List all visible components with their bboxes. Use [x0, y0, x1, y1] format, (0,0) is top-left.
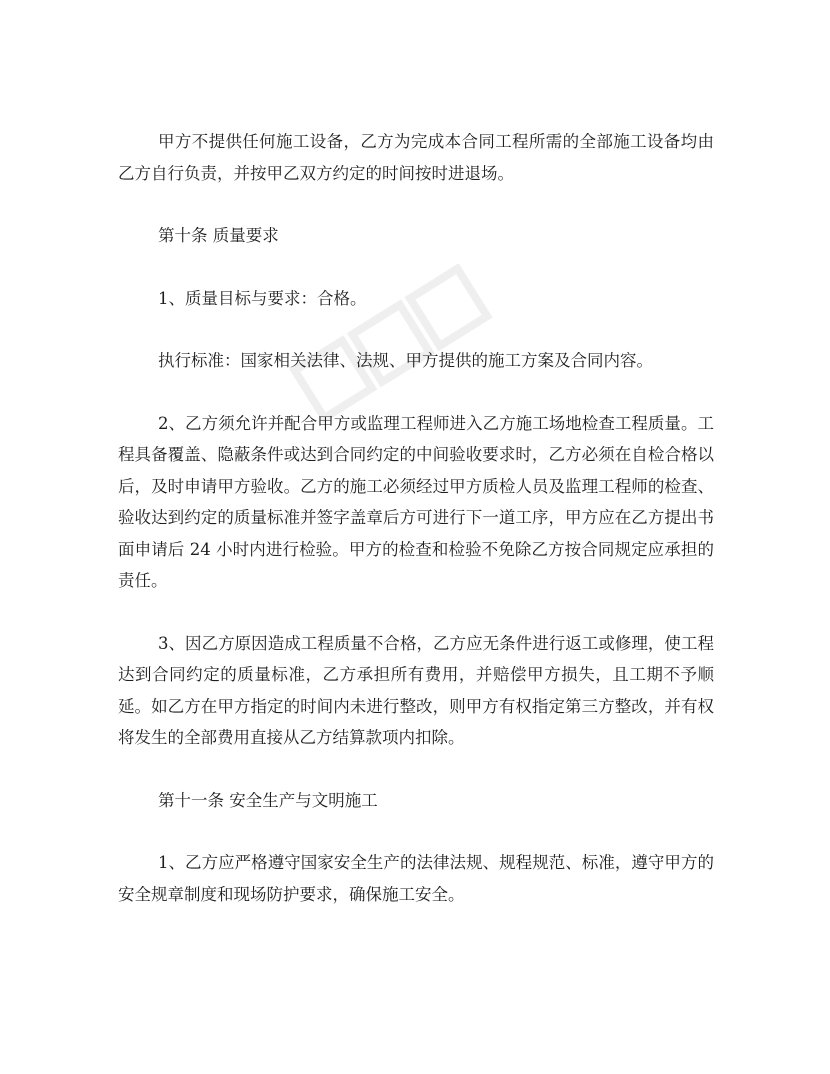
- section-heading-quality: 第十条 质量要求: [158, 226, 279, 245]
- paragraph-quality-target: 1、质量目标与要求：合格。: [158, 288, 367, 308]
- paragraph-standards: 执行标准：国家相关法律、法规、甲方提供的施工方案及合同内容。: [158, 351, 653, 370]
- document-body: [118, 126, 714, 941]
- section-heading-safety: 第十一条 安全生产与文明施工: [158, 790, 378, 810]
- paragraph-safety-rules: 1、乙方应严格遵守国家安全生产的法律法规、规程规范、标准，遵守甲方的安全规章制度和现场防护要求，确保施工安全。: [118, 853, 714, 904]
- paragraph-defects: 3、因乙方原因造成工程质量不合格，乙方应无条件进行返工或修理，使工程达到合同约定的质量标准，乙方承担所有费用，并赔偿甲方损失，且工期不予顺延。如乙方在甲方指定的时间内未进行整改，则甲方有权指定第三方整改，并有权将发生的全部费用直接从乙方结算款项内扣除。: [118, 633, 714, 747]
- paragraph-inspection: 2、乙方须允许并配合甲方或监理工程师进入乙方施工场地检查工程质量。工程具备覆盖、隐蔽条件或达到合同约定的中间验收要求时，乙方必须在自检合格以后，及时申请甲方验收。乙方的施工必须经过甲方质检人员及监理工程师的检查、验收达到约定的质量标准并签字盖章后方可进行下一道工序，甲方应在乙方提出书面申请后 24 小时内进行检验。甲方的检查和检验不免除乙方按合同规定应承担的责任。: [118, 413, 714, 590]
- paragraph-equipment: 甲方不提供任何施工设备，乙方为完成本合同工程所需的全部施工设备均由乙方自行负责，并按甲乙双方约定的时间按时进退场。: [118, 132, 714, 183]
